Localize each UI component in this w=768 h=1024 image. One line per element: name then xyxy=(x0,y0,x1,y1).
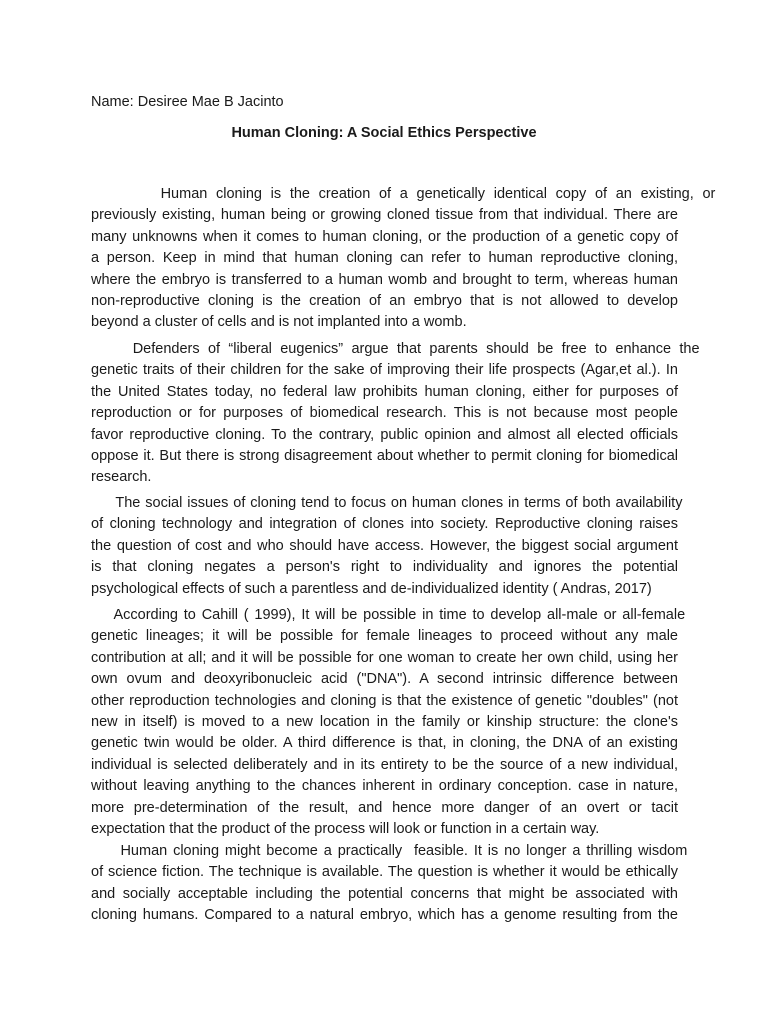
text-line: the United States today, no federal law prohibits human cloning, either for purposes of xyxy=(91,383,678,400)
text-line: more pre-determination of the result, and hence more danger of an overt or tacit xyxy=(91,799,678,816)
paragraph-1 xyxy=(91,184,716,334)
text-line: Defenders of “liberal eugenics” argue that parents should be free to enhance the xyxy=(91,341,700,357)
text-line: genetic lineages; it will be possible for female lineages to proceed without any male xyxy=(91,628,678,645)
text-line: cloning humans. Compared to a natural embryo, which has a genome resulting from the xyxy=(91,907,678,924)
text-line: many unknowns when it comes to human cloning, or the production of a genetic copy of xyxy=(91,228,678,245)
text-line: genetic traits of their children for the sake of improving their life prospects (Agar,et al.). In xyxy=(91,362,678,379)
text-line: reproduction or for purposes of biomedical research. This is not because most people xyxy=(91,405,678,422)
document-title: Human Cloning: A Social Ethics Perspective xyxy=(231,125,537,141)
text-line: and socially acceptable including the potential concerns that might be associated with xyxy=(91,885,678,902)
text-line: of cloning technology and integration of clones into society. Reproductive cloning raises xyxy=(91,516,678,533)
text-line: research. xyxy=(91,469,152,486)
text-line: psychological effects of such a parentless and de-individualized identity ( Andras, 2017) xyxy=(91,580,652,597)
text-line: oppose it. But there is strong disagreement about whether to permit cloning for biomedical xyxy=(91,448,678,465)
paragraph-3 xyxy=(91,493,683,600)
text-line: The social issues of cloning tend to focus on human clones in terms of both availability xyxy=(91,495,683,511)
text-line: other reproduction technologies and cloning is that the existence of genetic "doubles" (not xyxy=(91,692,678,709)
text-line: new in itself) is moved to a new location in the family or kinship structure: the clone's xyxy=(91,714,678,731)
text-line: of science fiction. The technique is available. The question is whether it would be ethically xyxy=(91,864,678,881)
text-line: expectation that the product of the process will look or function in a certain way. xyxy=(91,821,600,838)
text-line: the question of cost and who should have access. However, the biggest social argument xyxy=(91,537,678,554)
paragraph-5 xyxy=(91,841,688,927)
text-line: where the embryo is transferred to a human womb and brought to term, whereas human xyxy=(91,271,678,288)
paragraph-2 xyxy=(91,339,700,489)
text-line: contribution at all; and it will be possible for one woman to create her own child, using her xyxy=(91,649,678,666)
text-line: favor reproductive cloning. To the contrary, public opinion and almost all elected officials xyxy=(91,426,678,443)
text-line: Human cloning might become a practically feasible. It is no longer a thrilling wisdom xyxy=(91,843,688,859)
text-line: Human cloning is the creation of a genetically identical copy of an existing, or xyxy=(91,186,716,202)
author-name: Name: Desiree Mae B Jacinto xyxy=(91,94,284,110)
text-line: a person. Keep in mind that human cloning can refer to human reproductive cloning, xyxy=(91,250,678,267)
text-line: previously existing, human being or growing cloned tissue from that individual. There are xyxy=(91,207,678,224)
text-line: own ovum and deoxyribonucleic acid ("DNA"). A second intrinsic difference between xyxy=(91,671,678,688)
text-line: beyond a cluster of cells and is not implanted into a womb. xyxy=(91,314,467,331)
text-line: According to Cahill ( 1999), It will be possible in time to develop all-male or all-female xyxy=(91,607,686,623)
text-line: non-reproductive cloning is the creation of an embryo that is not allowed to develop xyxy=(91,293,678,310)
text-line: without leaving anything to the chances inherent in ordinary conception. case in nature, xyxy=(91,778,678,795)
text-line: is that cloning negates a person's right to individuality and ignores the potential xyxy=(91,559,678,576)
paragraph-4 xyxy=(91,605,686,840)
text-line: genetic twin would be older. A third difference is that, in cloning, the DNA of an existing xyxy=(91,735,678,752)
text-line: individual is selected deliberately and in its entirety to be the source of a new individual, xyxy=(91,756,678,773)
